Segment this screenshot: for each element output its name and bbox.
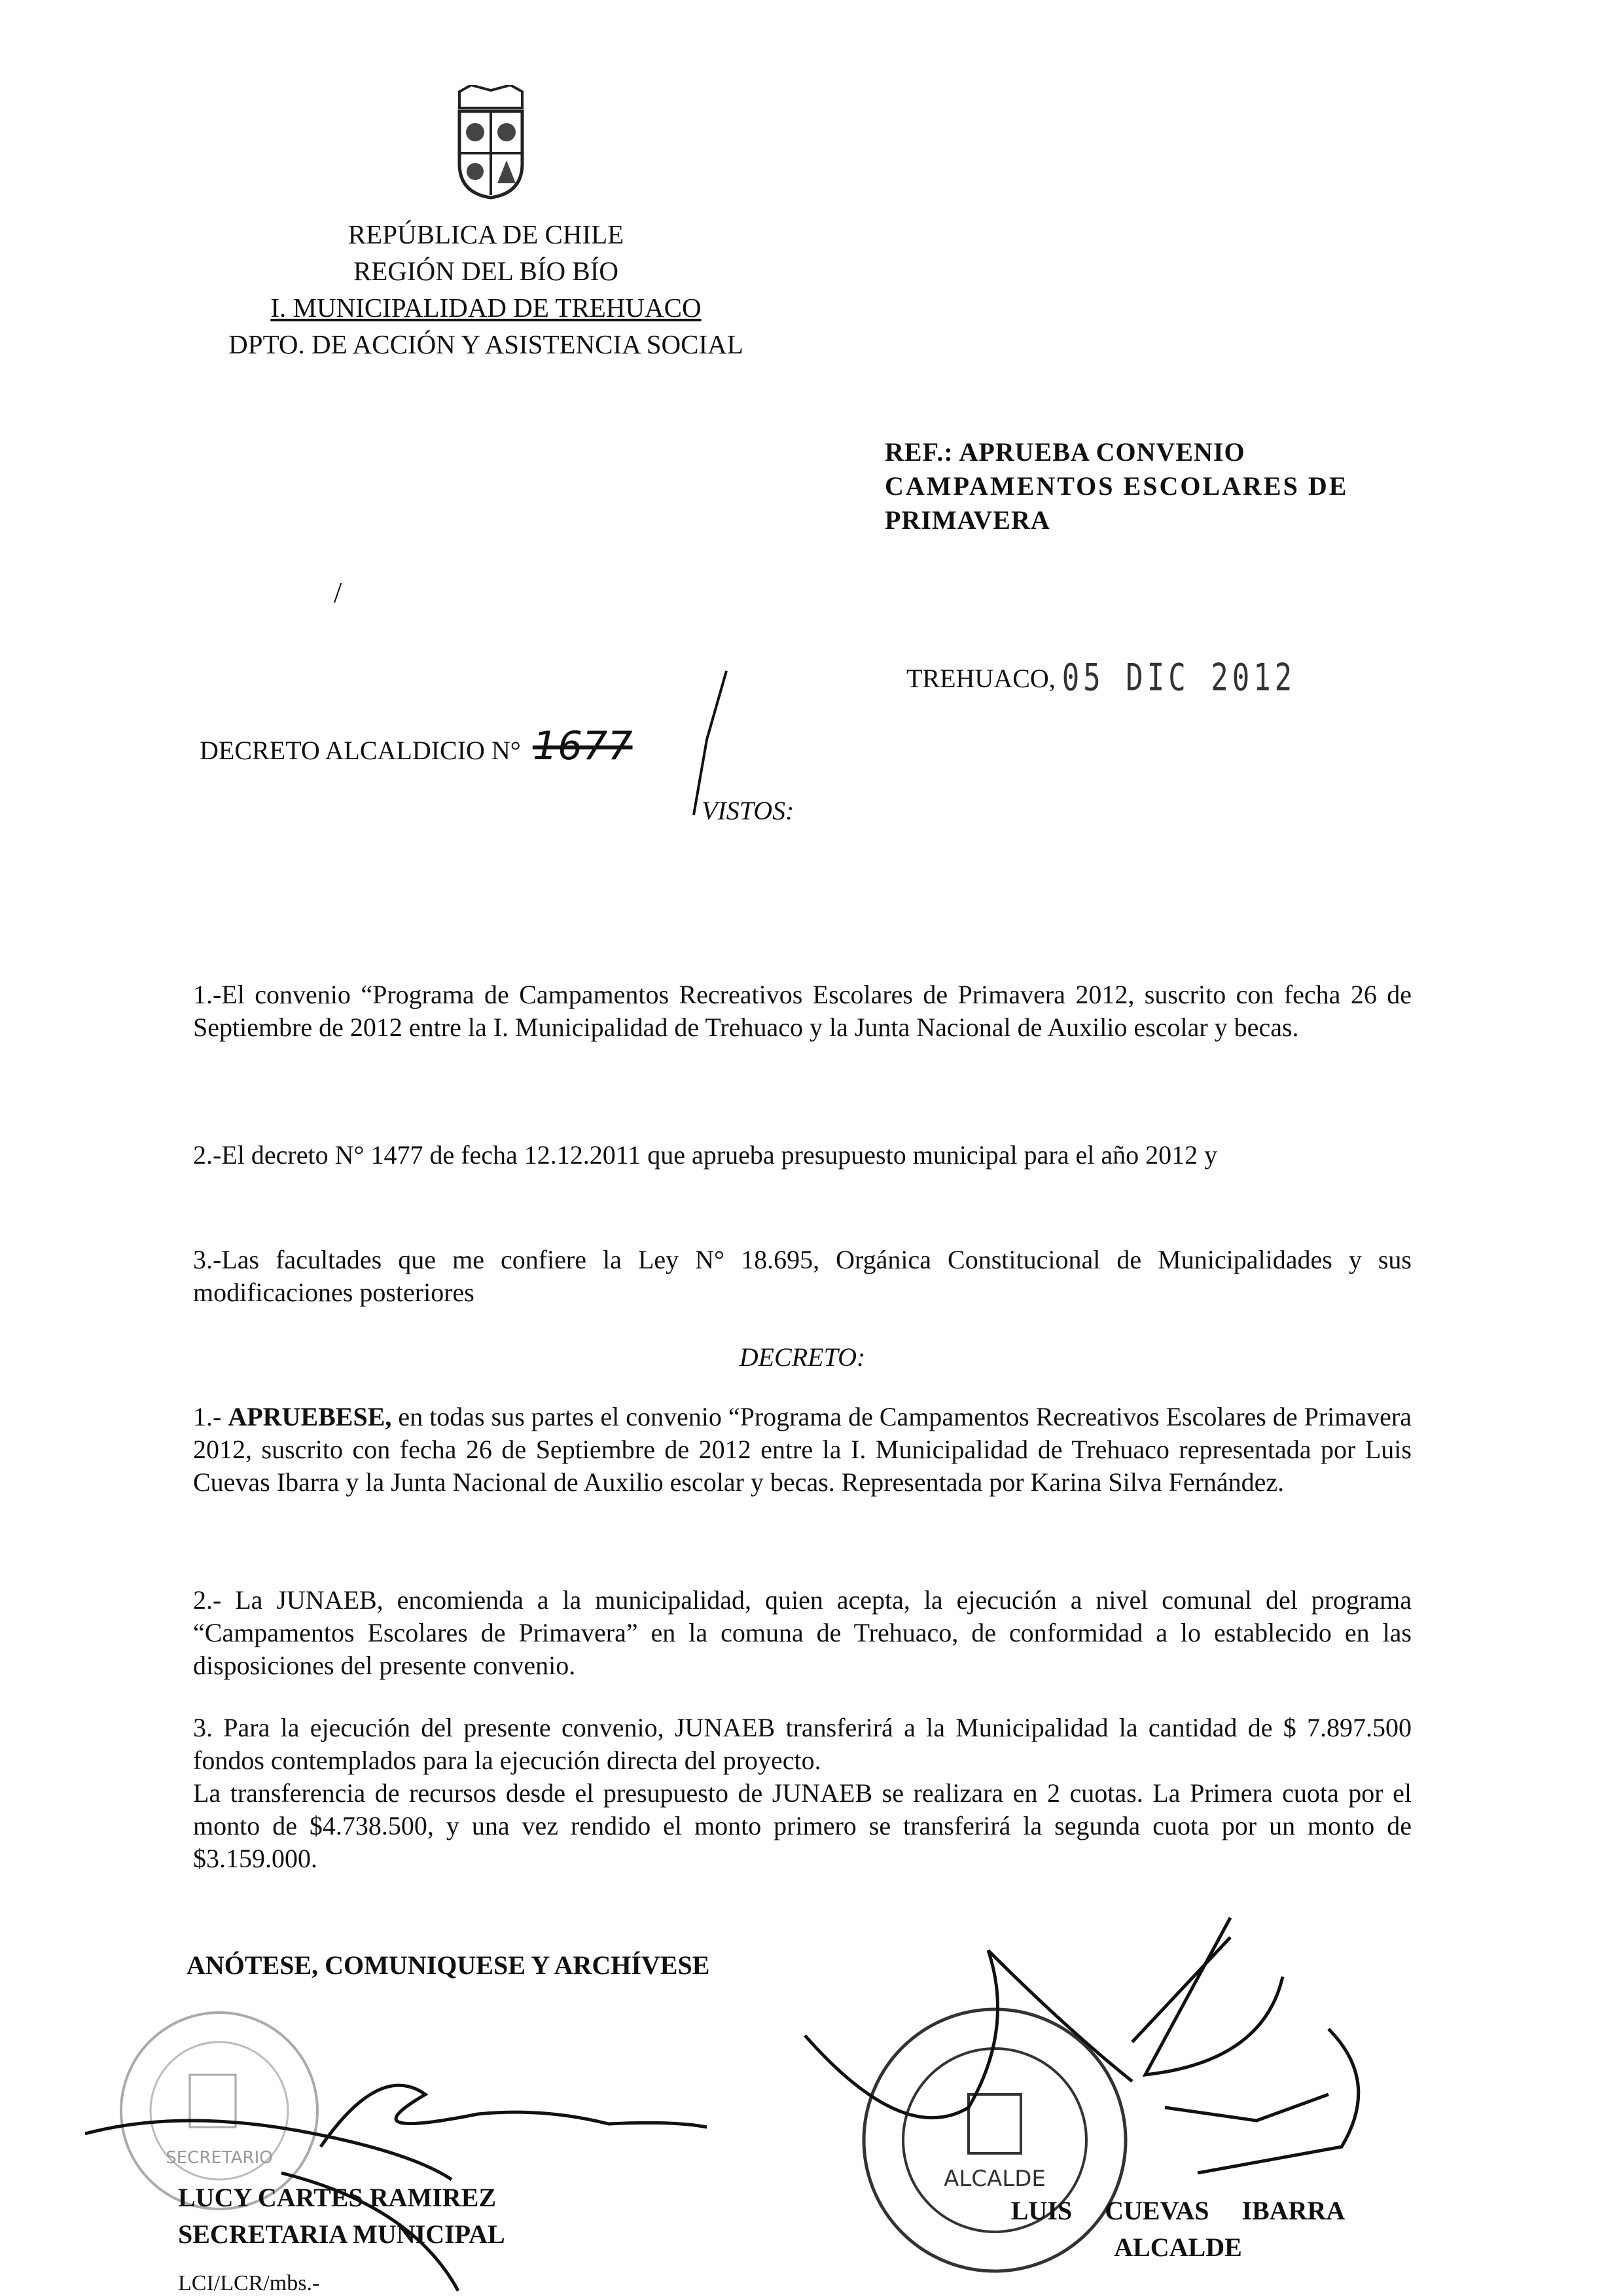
seal-text: SECRETARIO: [166, 2148, 273, 2168]
decree-label: DECRETO ALCALDICIO N°: [200, 736, 521, 765]
decreto-item-1: [193, 1401, 1412, 1499]
letterhead-line: REPÚBLICA DE CHILE: [348, 219, 624, 249]
decree-number-line: [200, 723, 633, 769]
vistos-heading: VISTOS:: [702, 796, 794, 825]
decree-number-handwritten: 1677: [532, 723, 633, 769]
place-date: [906, 656, 1296, 700]
reference-line: CAMPAMENTOS ESCOLARES DE: [885, 471, 1349, 501]
signatory-title: SECRETARIA MUNICIPAL: [178, 2219, 505, 2249]
closing-formula: ANÓTESE, COMUNIQUESE Y ARCHÍVESE: [187, 1950, 710, 1980]
initials: LCI/LCR/mbs.-: [178, 2271, 320, 2295]
seal-text: ALCALDE: [944, 2166, 1046, 2192]
item-number: 1.-: [193, 1402, 222, 1431]
reference: [885, 435, 1348, 537]
date-stamp: 05 DIC 2012: [1061, 656, 1296, 700]
decreto-item-3: 3. Para la ejecución del presente convenio, JUNAEB transferirá a la Municipalidad la cantidad de $ 7.897.500 fondos contemplados para la ejecución directa del proyecto.: [193, 1713, 1412, 1775]
letterhead-line: I. MUNICIPALIDAD DE TREHUACO: [270, 293, 702, 323]
place: TREHUACO,: [906, 664, 1056, 693]
item-keyword: APRUEBESE,: [228, 1402, 392, 1431]
reference-line: REF.: APRUEBA CONVENIO: [885, 437, 1245, 467]
decreto-heading: DECRETO:: [739, 1342, 866, 1372]
letterhead-line: DPTO. DE ACCIÓN Y ASISTENCIA SOCIAL: [228, 329, 743, 359]
signatory-name: LUIS CUEVAS IBARRA: [1010, 2196, 1346, 2225]
letterhead-line: REGIÓN DEL BÍO BÍO: [353, 256, 618, 286]
item-text: en todas sus partes el convenio “Programa de Campamentos Recreativos Escolares de Primavera 2012, suscrito con fecha 26 de Septiembre de 2012 entre la I. Municipalidad de Trehuaco representada por Luis Cuevas Ibarra y la Junta Nacional de Auxilio escolar y becas. Representada por Karina Silva Fernández.: [193, 1402, 1412, 1497]
decreto-item-2: 2.- La JUNAEB, encomienda a la municipalidad, quien acepta, la ejecución a nivel comunal del programa “Campamentos Escolares de Primavera” en la comuna de Trehuaco, de conformidad a lo establecido en las disposiciones del presente convenio.: [193, 1585, 1412, 1680]
signatory-title: ALCALDE: [1114, 2233, 1242, 2262]
decreto-item-3-continued: La transferencia de recursos desde el presupuesto de JUNAEB se realizara en 2 cuotas. La Primera cuota por el monto de $4.738.500, y una vez rendido el monto primero se transferirá la segunda cuota por un monto de $3.159.000.: [193, 1778, 1412, 1873]
signatory-name: LUCY CARTES RAMIREZ: [178, 2183, 497, 2212]
reference-line: PRIMAVERA: [885, 505, 1050, 535]
coat-of-arms-logo: [452, 85, 530, 200]
letterhead: [196, 216, 776, 363]
vistos-item: 1.-El convenio “Programa de Campamentos Recreativos Escolares de Primavera 2012, suscrito con fecha 26 de Septiembre de 2012 entre la I. Municipalidad de Trehuaco y la Junta Nacional de Auxilio escolar y becas.: [193, 980, 1412, 1042]
signatory-mayor: [969, 2193, 1387, 2266]
signatory-secretary: [178, 2179, 505, 2253]
vistos-item: 2.-El decreto N° 1477 de fecha 12.12.2011 que aprueba presupuesto municipal para el año 2012 y: [193, 1140, 1218, 1170]
slash-mark: /: [334, 577, 342, 609]
vistos-item: 3.-Las facultades que me confiere la Ley N° 18.695, Orgánica Constitucional de Municipalidades y sus modificaciones posteriores: [193, 1245, 1412, 1307]
